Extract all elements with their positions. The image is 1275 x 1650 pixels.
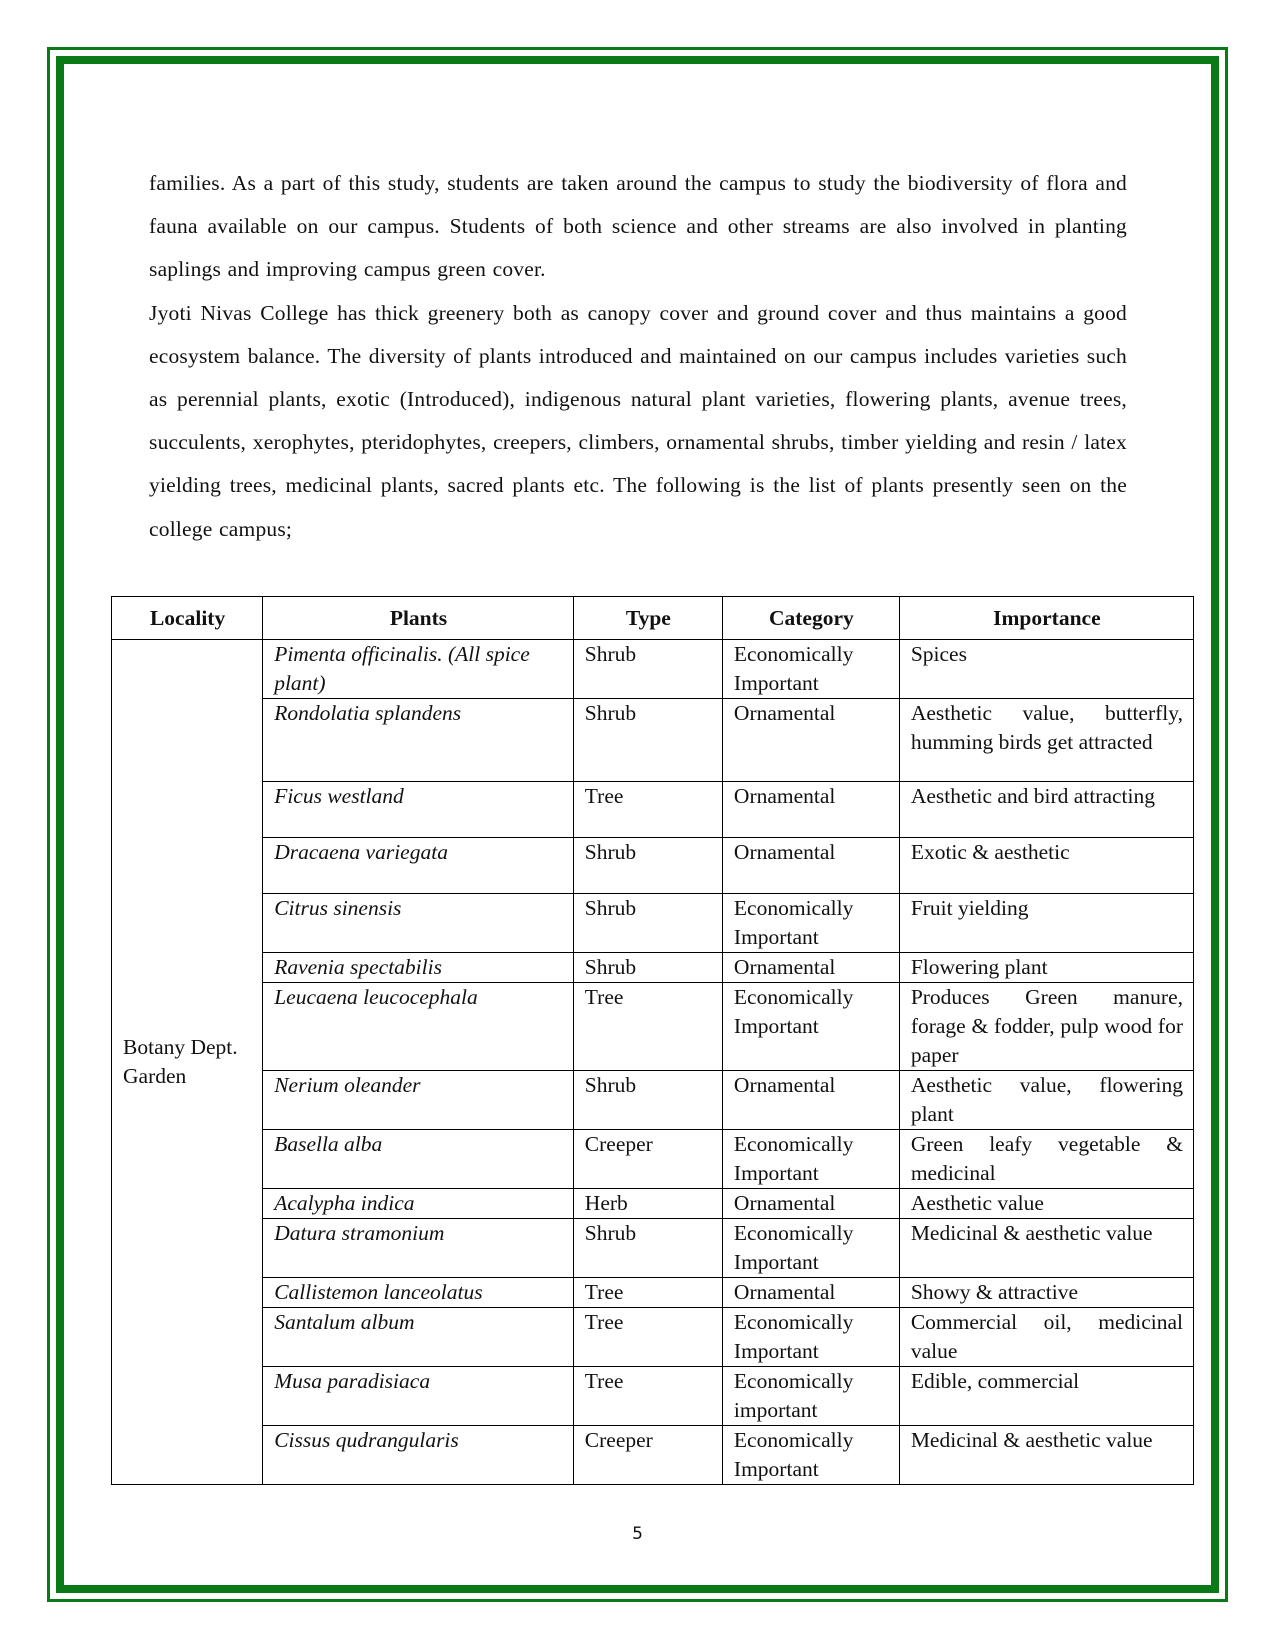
header-importance: Importance — [899, 597, 1193, 640]
cell-plant: Citrus sinensis — [263, 894, 574, 953]
cell-importance: Green leafy vegetable & medicinal — [899, 1130, 1193, 1189]
table-row — [112, 894, 1194, 953]
cell-type: Herb — [573, 1189, 722, 1219]
page-number: 5 — [632, 1524, 643, 1544]
cell-importance: Aesthetic value — [899, 1189, 1193, 1219]
cell-category: Ornamental — [722, 1278, 899, 1308]
cell-plant: Santalum album — [263, 1308, 574, 1367]
intro-text — [149, 162, 1127, 551]
cell-category: Economically Important — [722, 1426, 899, 1485]
cell-plant: Rondolatia splandens — [263, 699, 574, 782]
cell-importance: Exotic & aesthetic — [899, 838, 1193, 894]
cell-category: Ornamental — [722, 953, 899, 983]
cell-plant: Leucaena leucocephala — [263, 983, 574, 1071]
cell-importance: Flowering plant — [899, 953, 1193, 983]
cell-locality: Botany Dept. Garden — [112, 640, 263, 1485]
cell-category: Ornamental — [722, 1071, 899, 1130]
header-locality: Locality — [112, 597, 263, 640]
table-row — [112, 838, 1194, 894]
table-header-row — [112, 597, 1194, 640]
header-plants: Plants — [263, 597, 574, 640]
table-row — [112, 953, 1194, 983]
cell-importance: Spices — [899, 640, 1193, 699]
cell-importance: Fruit yielding — [899, 894, 1193, 953]
table-row — [112, 782, 1194, 838]
cell-type: Shrub — [573, 699, 722, 782]
cell-category: Economically Important — [722, 983, 899, 1071]
cell-category: Economically Important — [722, 1308, 899, 1367]
table-body — [112, 640, 1194, 1485]
cell-plant: Callistemon lanceolatus — [263, 1278, 574, 1308]
cell-type: Tree — [573, 782, 722, 838]
cell-type: Tree — [573, 1308, 722, 1367]
cell-category: Economically Important — [722, 1219, 899, 1278]
cell-importance: Aesthetic value, butterfly, humming birds get attracted — [899, 699, 1193, 782]
cell-plant: Musa paradisiaca — [263, 1367, 574, 1426]
cell-importance: Medicinal & aesthetic value — [899, 1219, 1193, 1278]
cell-plant: Nerium oleander — [263, 1071, 574, 1130]
cell-plant: Dracaena variegata — [263, 838, 574, 894]
intro-paragraph-2: Jyoti Nivas College has thick greenery both as canopy cover and ground cover and thus maintains a good ecosystem balance. The diversity of plants introduced and maintained on our campus includes varieties such as perennial plants, exotic (Introduced), indigenous natural plant varieties, flowering plants, avenue trees, succulents, xerophytes, pteridophytes, creepers, climbers, ornamental shrubs, timber yielding and resin / latex yielding trees, medicinal plants, sacred plants etc. The following is the list of plants presently seen on the college campus; — [149, 300, 1127, 541]
intro-paragraph-1: families. As a part of this study, students are taken around the campus to study the biodiversity of flora and fauna available on our campus. Students of both science and other streams are also involved in planting saplings and improving campus green cover. — [149, 171, 1127, 282]
table-row — [112, 1278, 1194, 1308]
cell-type: Creeper — [573, 1426, 722, 1485]
header-type: Type — [573, 597, 722, 640]
cell-category: Economically important — [722, 1367, 899, 1426]
cell-importance: Medicinal & aesthetic value — [899, 1426, 1193, 1485]
cell-importance: Aesthetic and bird attracting — [899, 782, 1193, 838]
cell-category: Ornamental — [722, 782, 899, 838]
cell-importance: Edible, commercial — [899, 1367, 1193, 1426]
table-row — [112, 1219, 1194, 1278]
cell-category: Economically Important — [722, 640, 899, 699]
cell-plant: Basella alba — [263, 1130, 574, 1189]
cell-plant: Cissus qudrangularis — [263, 1426, 574, 1485]
table-row — [112, 1308, 1194, 1367]
plants-table — [111, 596, 1194, 1485]
cell-importance: Aesthetic value, flowering plant — [899, 1071, 1193, 1130]
cell-type: Tree — [573, 1278, 722, 1308]
cell-type: Shrub — [573, 1219, 722, 1278]
cell-importance: Showy & attractive — [899, 1278, 1193, 1308]
table-row — [112, 699, 1194, 782]
table-row — [112, 983, 1194, 1071]
cell-plant: Ravenia spectabilis — [263, 953, 574, 983]
cell-importance: Commercial oil, medicinal value — [899, 1308, 1193, 1367]
table-row — [112, 640, 1194, 699]
cell-type: Tree — [573, 1367, 722, 1426]
cell-type: Shrub — [573, 1071, 722, 1130]
cell-type: Shrub — [573, 894, 722, 953]
cell-category: Economically Important — [722, 894, 899, 953]
cell-type: Shrub — [573, 838, 722, 894]
cell-category: Ornamental — [722, 1189, 899, 1219]
table-row — [112, 1189, 1194, 1219]
cell-type: Tree — [573, 983, 722, 1071]
cell-plant: Acalypha indica — [263, 1189, 574, 1219]
cell-category: Ornamental — [722, 699, 899, 782]
cell-plant: Datura stramonium — [263, 1219, 574, 1278]
cell-type: Creeper — [573, 1130, 722, 1189]
header-category: Category — [722, 597, 899, 640]
table-row — [112, 1426, 1194, 1485]
cell-importance: Produces Green manure, forage & fodder, pulp wood for paper — [899, 983, 1193, 1071]
cell-type: Shrub — [573, 953, 722, 983]
table-row — [112, 1130, 1194, 1189]
cell-plant: Ficus westland — [263, 782, 574, 838]
cell-category: Economically Important — [722, 1130, 899, 1189]
table-row — [112, 1071, 1194, 1130]
cell-plant: Pimenta officinalis. (All spice plant) — [263, 640, 574, 699]
cell-category: Ornamental — [722, 838, 899, 894]
cell-type: Shrub — [573, 640, 722, 699]
table-row — [112, 1367, 1194, 1426]
